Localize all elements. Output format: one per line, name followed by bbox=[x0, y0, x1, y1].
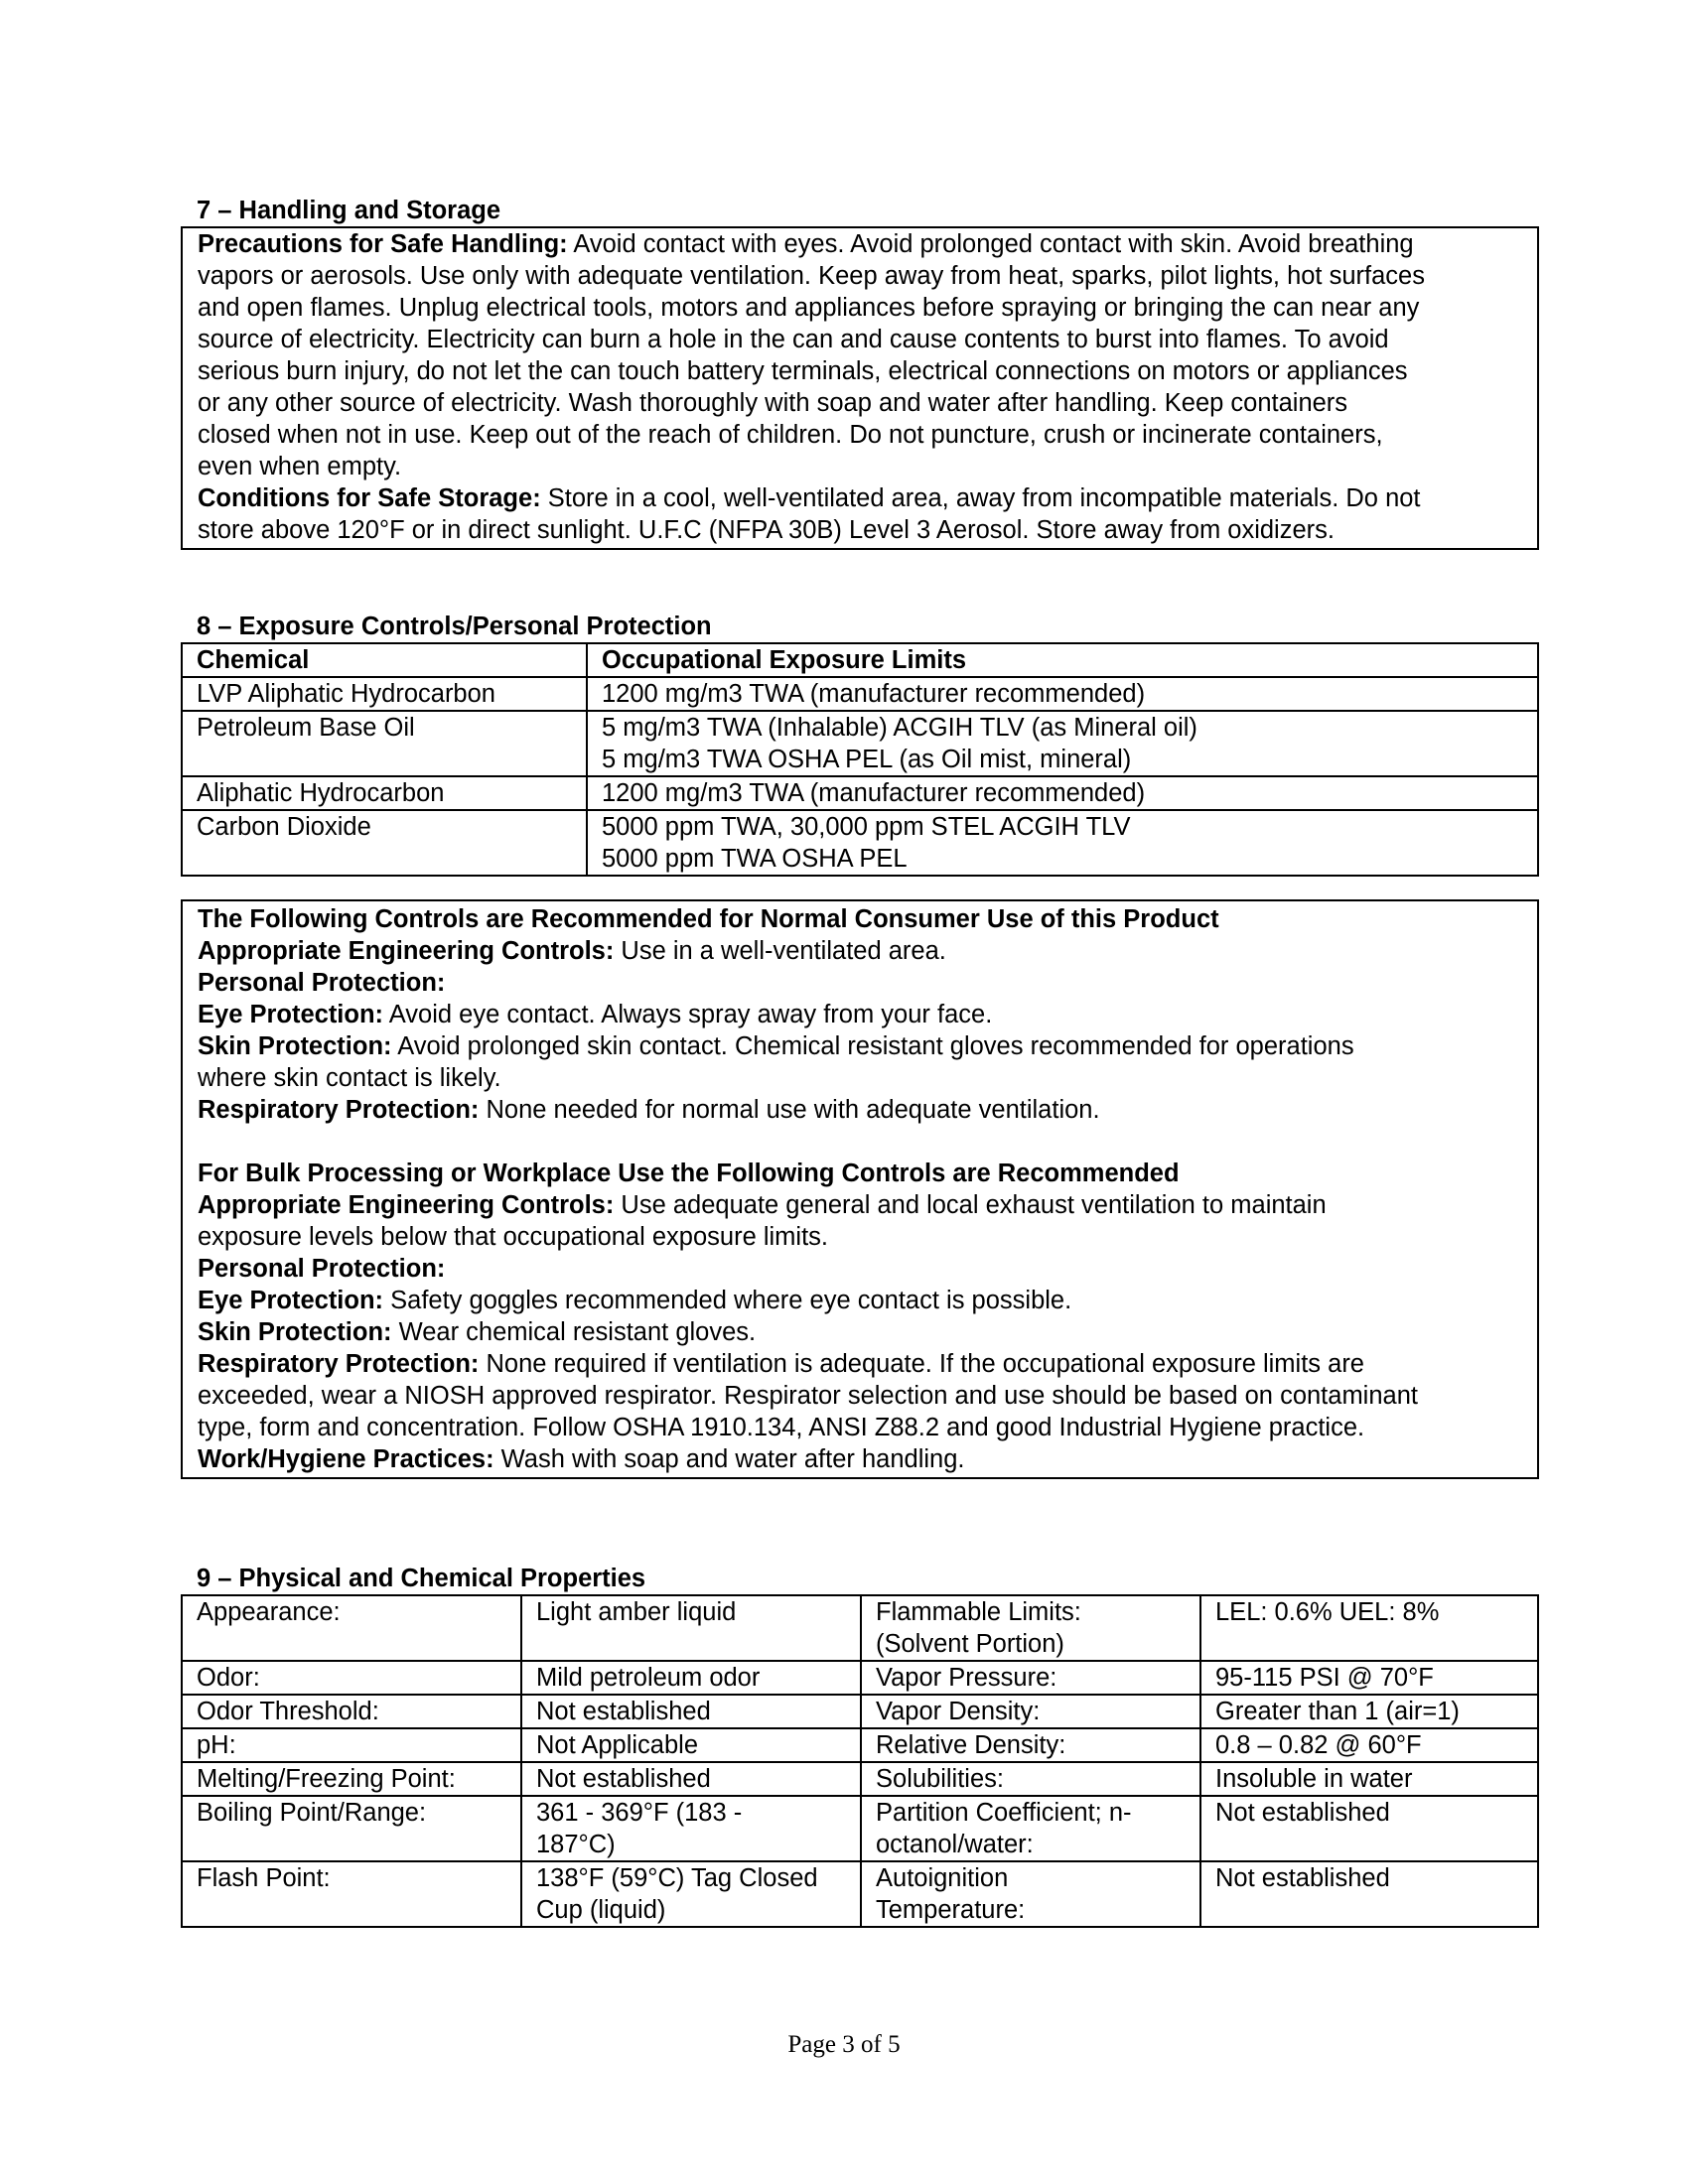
consumer-eye: Eye Protection: Avoid eye contact. Always spray away from your face. bbox=[198, 1001, 993, 1028]
property-value-cell: Not Applicable bbox=[521, 1728, 861, 1762]
handling-line: closed when not in use. Keep out of the reach of children. Do not puncture, crush or incinerate containers, bbox=[198, 421, 1383, 449]
handling-line: serious burn injury, do not let the can touch battery terminals, electrical connections on motors or appliances bbox=[198, 357, 1408, 385]
handling-line: Avoid contact with eyes. Avoid prolonged contact with skin. Avoid breathing bbox=[567, 230, 1414, 258]
property-value-cell: Greater than 1 (air=1) bbox=[1200, 1695, 1538, 1728]
header-limits: Occupational Exposure Limits bbox=[587, 643, 1538, 677]
limits-cell: 5000 ppm TWA, 30,000 ppm STEL ACGIH TLV 5000 ppm TWA OSHA PEL bbox=[587, 810, 1538, 876]
property-label-cell: Vapor Pressure: bbox=[861, 1661, 1200, 1695]
property-label-cell: Appearance: bbox=[182, 1595, 521, 1661]
limits-cell: 1200 mg/m3 TWA (manufacturer recommended) bbox=[587, 677, 1538, 711]
header-chemical: Chemical bbox=[182, 643, 587, 677]
property-label-cell: Vapor Density: bbox=[861, 1695, 1200, 1728]
controls-box bbox=[181, 899, 1539, 1479]
storage-line: Store in a cool, well-ventilated area, away from incompatible materials. Do not bbox=[540, 484, 1421, 512]
handling-line: vapors or aerosols. Use only with adequate ventilation. Keep away from heat, sparks, pilot lights, hot surfaces bbox=[198, 262, 1425, 290]
property-label-cell: Flammable Limits: (Solvent Portion) bbox=[861, 1595, 1200, 1661]
property-value-cell: Insoluble in water bbox=[1200, 1762, 1538, 1796]
table-row bbox=[182, 1661, 1538, 1695]
consumer-respiratory: Respiratory Protection: None needed for normal use with adequate ventilation. bbox=[198, 1096, 1100, 1124]
property-label-cell: Autoignition Temperature: bbox=[861, 1861, 1200, 1927]
handling-label: Precautions for Safe Handling: bbox=[198, 230, 568, 258]
handling-line: or any other source of electricity. Wash thoroughly with soap and water after handling. Keep containers bbox=[198, 389, 1348, 417]
section-8 bbox=[181, 612, 1539, 877]
bulk-skin: Skin Protection: Wear chemical resistant gloves. bbox=[198, 1318, 757, 1346]
chemical-cell: Aliphatic Hydrocarbon bbox=[182, 776, 587, 810]
property-value-cell: 361 - 369°F (183 - 187°C) bbox=[521, 1796, 861, 1861]
section-9-title: 9 – Physical and Chemical Properties bbox=[197, 1565, 646, 1592]
properties-table bbox=[181, 1594, 1539, 1928]
consumer-engineering: Appropriate Engineering Controls: Use in a well-ventilated area. bbox=[198, 937, 946, 965]
property-label-cell: Melting/Freezing Point: bbox=[182, 1762, 521, 1796]
chemical-cell: LVP Aliphatic Hydrocarbon bbox=[182, 677, 587, 711]
property-value-cell: 138°F (59°C) Tag Closed Cup (liquid) bbox=[521, 1861, 861, 1927]
table-row bbox=[182, 1695, 1538, 1728]
limits-cell: 5 mg/m3 TWA (Inhalable) ACGIH TLV (as Mineral oil) 5 mg/m3 TWA OSHA PEL (as Oil mist, mineral) bbox=[587, 711, 1538, 776]
property-value-cell: 95-115 PSI @ 70°F bbox=[1200, 1661, 1538, 1695]
property-value-cell: LEL: 0.6% UEL: 8% bbox=[1200, 1595, 1538, 1661]
property-label-cell: Odor Threshold: bbox=[182, 1695, 521, 1728]
bulk-personal-protection: Personal Protection: bbox=[198, 1255, 446, 1283]
property-label-cell: Partition Coefficient; n- octanol/water: bbox=[861, 1796, 1200, 1861]
section-9 bbox=[181, 1564, 1539, 1928]
property-label-cell: Relative Density: bbox=[861, 1728, 1200, 1762]
property-label-cell: Odor: bbox=[182, 1661, 521, 1695]
property-label-cell: Flash Point: bbox=[182, 1861, 521, 1927]
table-row bbox=[182, 1861, 1538, 1927]
property-value-cell: Mild petroleum odor bbox=[521, 1661, 861, 1695]
section-7-title: 7 – Handling and Storage bbox=[197, 197, 501, 224]
property-value-cell: 0.8 – 0.82 @ 60°F bbox=[1200, 1728, 1538, 1762]
property-value-cell: Light amber liquid bbox=[521, 1595, 861, 1661]
property-value-cell: Not established bbox=[1200, 1861, 1538, 1927]
section-7 bbox=[181, 196, 1539, 550]
limits-cell: 1200 mg/m3 TWA (manufacturer recommended) bbox=[587, 776, 1538, 810]
table-header-row bbox=[182, 643, 1538, 677]
handling-storage-box bbox=[181, 226, 1539, 550]
property-label-cell: Boiling Point/Range: bbox=[182, 1796, 521, 1861]
property-label-cell: Solubilities: bbox=[861, 1762, 1200, 1796]
property-value-cell: Not established bbox=[521, 1762, 861, 1796]
table-row bbox=[182, 711, 1538, 776]
table-row bbox=[182, 810, 1538, 876]
consumer-personal-protection: Personal Protection: bbox=[198, 969, 446, 997]
bulk-respiratory-cont: exceeded, wear a NIOSH approved respirator. Respirator selection and use should be based on contaminant bbox=[198, 1382, 1418, 1410]
table-row bbox=[182, 776, 1538, 810]
handling-line: source of electricity. Electricity can burn a hole in the can and cause contents to burst into flames. To avoid bbox=[198, 326, 1389, 353]
page-number: Page 3 of 5 bbox=[787, 2031, 901, 2058]
spacer bbox=[198, 1126, 1523, 1158]
storage-line: store above 120°F or in direct sunlight. U.F.C (NFPA 30B) Level 3 Aerosol. Store away from oxidizers. bbox=[198, 516, 1335, 544]
handling-line: and open flames. Unplug electrical tools, motors and appliances before spraying or bringing the can near any bbox=[198, 294, 1420, 322]
consumer-skin: Skin Protection: Avoid prolonged skin contact. Chemical resistant gloves recommended for operations bbox=[198, 1032, 1354, 1060]
handling-paragraph bbox=[198, 228, 1523, 482]
bulk-engineering-cont: exposure levels below that occupational exposure limits. bbox=[198, 1223, 829, 1251]
consumer-heading: The Following Controls are Recommended for Normal Consumer Use of this Product bbox=[198, 905, 1219, 933]
bulk-engineering: Appropriate Engineering Controls: Use adequate general and local exhaust ventilation to maintain bbox=[198, 1191, 1327, 1219]
table-row bbox=[182, 1728, 1538, 1762]
exposure-limits-table bbox=[181, 642, 1539, 877]
consumer-skin-cont: where skin contact is likely. bbox=[198, 1064, 501, 1092]
section-8-title: 8 – Exposure Controls/Personal Protection bbox=[197, 613, 712, 640]
table-row bbox=[182, 1595, 1538, 1661]
table-row bbox=[182, 1796, 1538, 1861]
bulk-work-hygiene: Work/Hygiene Practices: Wash with soap and water after handling. bbox=[198, 1445, 965, 1473]
property-label-cell: pH: bbox=[182, 1728, 521, 1762]
bulk-respiratory-cont: type, form and concentration. Follow OSHA 1910.134, ANSI Z88.2 and good Industrial Hygiene practice. bbox=[198, 1414, 1365, 1441]
bulk-eye: Eye Protection: Safety goggles recommended where eye contact is possible. bbox=[198, 1287, 1072, 1314]
property-value-cell: Not established bbox=[1200, 1796, 1538, 1861]
handling-line: even when empty. bbox=[198, 453, 402, 480]
storage-label: Conditions for Safe Storage: bbox=[198, 484, 541, 512]
property-value-cell: Not established bbox=[521, 1695, 861, 1728]
chemical-cell: Carbon Dioxide bbox=[182, 810, 587, 876]
controls-section bbox=[181, 899, 1539, 1479]
storage-paragraph bbox=[198, 482, 1523, 546]
bulk-heading: For Bulk Processing or Workplace Use the Following Controls are Recommended bbox=[198, 1160, 1180, 1187]
chemical-cell: Petroleum Base Oil bbox=[182, 711, 587, 776]
table-row bbox=[182, 677, 1538, 711]
table-row bbox=[182, 1762, 1538, 1796]
bulk-respiratory: Respiratory Protection: None required if ventilation is adequate. If the occupational exposure limits are bbox=[198, 1350, 1364, 1378]
